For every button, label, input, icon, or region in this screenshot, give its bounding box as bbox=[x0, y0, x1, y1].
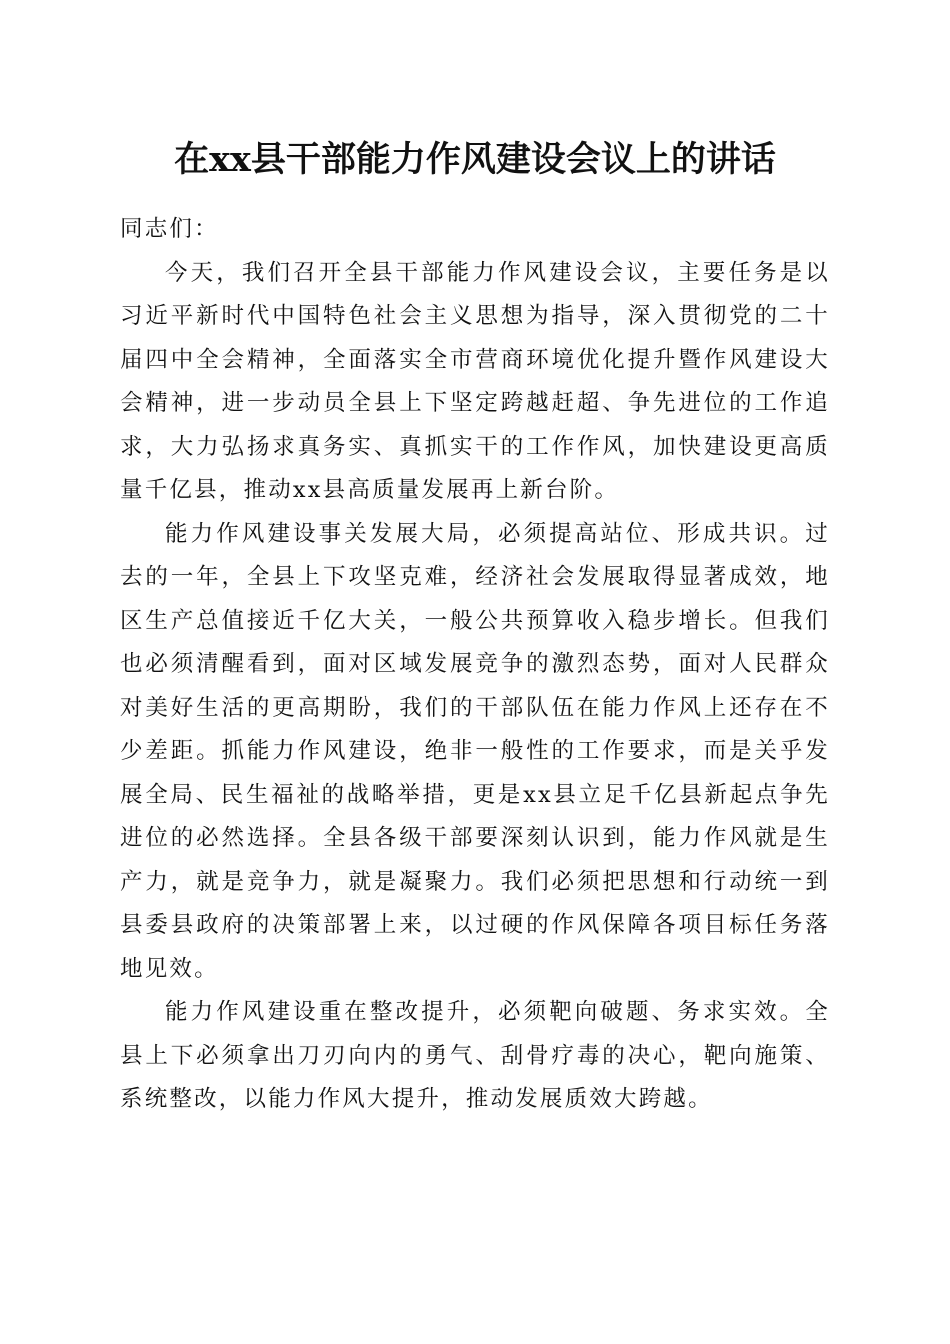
salutation: 同志们： bbox=[120, 216, 219, 242]
document-title: 在xx县干部能力作风建设会议上的讲话 bbox=[174, 139, 776, 180]
paragraph-consensus: 能力作风建设事关发展大局，必须提高站位、形成共识。过去的一年，全县上下攻坚克难，经济社会发展取得显著成效，地区生产总值接近千亿大关，一般公共预算收入稳步增长。但我们也必须清醒看到，面对区域发展竞争的激烈态势，面对人民群众对美好生活的更高期盼，我们的干部队伍在能力作风上还存在不少差距。抓能力作风建设，绝非一般性的工作要求，而是关乎发展全局、民生福祉的战略举措，更是xx县立足千亿县新起点争先进位的必然选择。全县各级干部要深刻认识到，能力作风就是生产力，就是竞争力，就是凝聚力。我们必须把思想和行动统一到县委县政府的决策部署上来，以过硬的作风保障各项目标任务落地见效。 bbox=[120, 520, 830, 982]
document-body bbox=[120, 208, 830, 1122]
paragraph-opening: 今天，我们召开全县干部能力作风建设会议，主要任务是以习近平新时代中国特色社会主义思想为指导，深入贯彻党的二十届四中全会精神，全面落实全市营商环境优化提升暨作风建设大会精神，进一步动员全县上下坚定跨越赶超、争先进位的工作追求，大力弘扬求真务实、真抓实干的工作作风，加快建设更高质量千亿县，推动xx县高质量发展再上新台阶。 bbox=[120, 259, 830, 503]
paragraph-rectification: 能力作风建设重在整改提升，必须靶向破题、务求实效。全县上下必须拿出刀刃向内的勇气、刮骨疗毒的决心，靶向施策、系统整改，以能力作风大提升，推动发展质效大跨越。 bbox=[120, 999, 830, 1112]
